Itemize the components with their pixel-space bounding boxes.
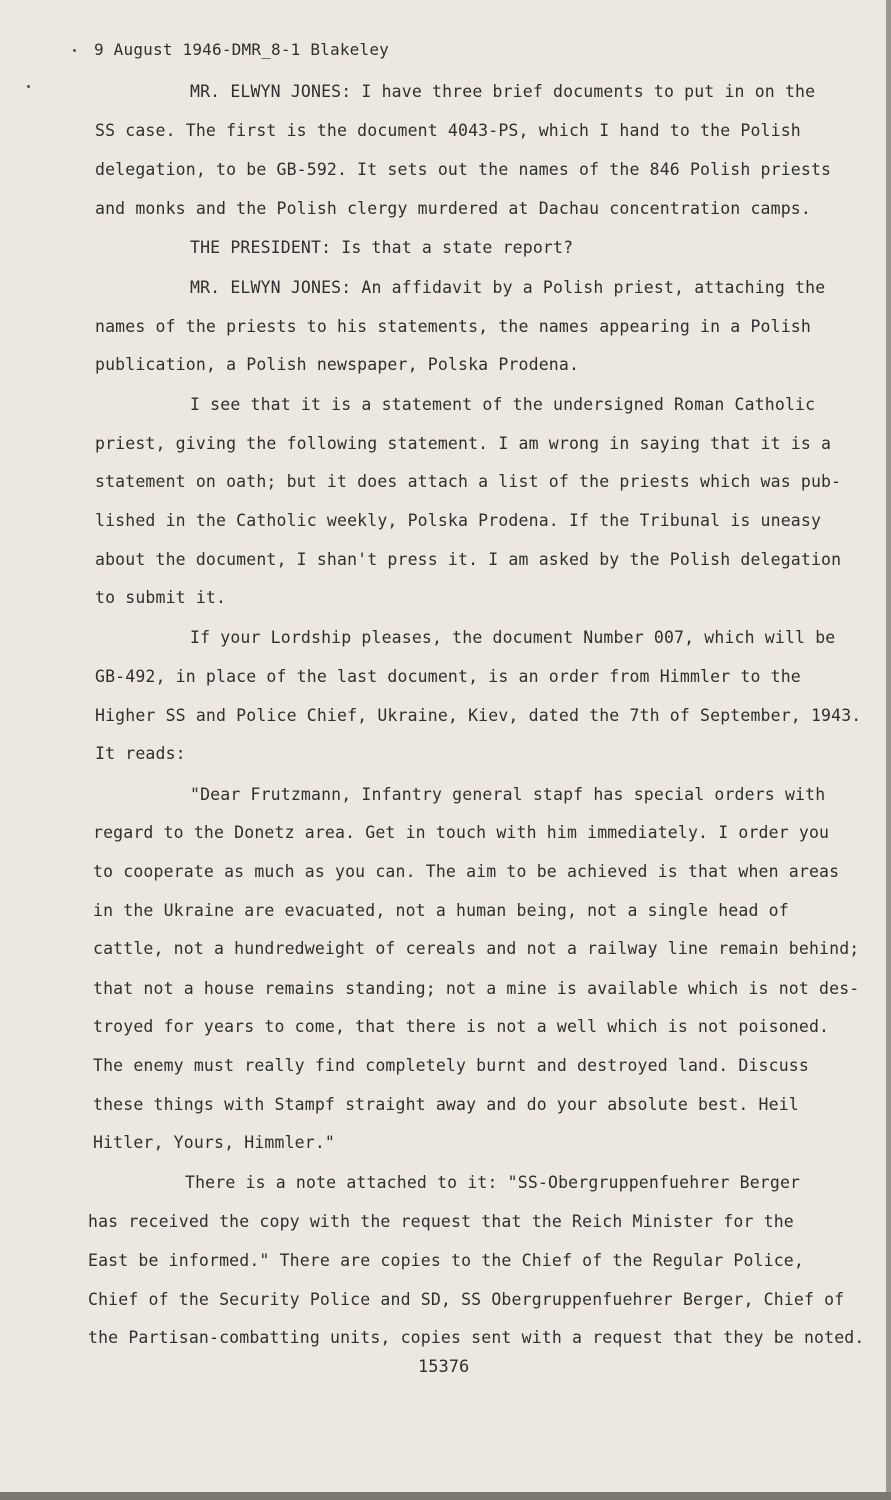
text-line: regard to the Donetz area. Get in touch with him immediately. I order you xyxy=(93,823,830,842)
text-line: SS case. The first is the document 4043-PS, which I hand to the Polish xyxy=(95,121,801,140)
document-header: 9 August 1946-DMR_8-1 Blakeley xyxy=(94,40,389,59)
text-line: has received the copy with the request that the Reich Minister for the xyxy=(88,1212,794,1231)
text-line: "Dear Frutzmann, Infantry general stapf has special orders with xyxy=(190,785,826,804)
text-line: It reads: xyxy=(95,744,186,763)
text-line: lished in the Catholic weekly, Polska Prodena. If the Tribunal is uneasy xyxy=(95,511,822,530)
page-number: 15376 xyxy=(418,1357,470,1377)
text-line: East be informed." There are copies to the Chief of the Regular Police, xyxy=(88,1251,804,1270)
text-line: in the Ukraine are evacuated, not a human being, not a single head of xyxy=(93,901,789,920)
page-bottom-edge xyxy=(0,1492,891,1500)
text-line: There is a note attached to it: "SS-Obergruppenfuehrer Berger xyxy=(185,1173,801,1192)
text-line: The enemy must really find completely burnt and destroyed land. Discuss xyxy=(93,1056,809,1075)
text-line: I see that it is a statement of the undersigned Roman Catholic xyxy=(190,395,816,414)
margin-mark xyxy=(73,49,76,52)
text-line: statement on oath; but it does attach a list of the priests which was pub- xyxy=(95,472,842,491)
text-line: cattle, not a hundredweight of cereals and not a railway line remain behind; xyxy=(93,939,860,958)
text-line: MR. ELWYN JONES: I have three brief documents to put in on the xyxy=(190,82,816,101)
margin-mark xyxy=(27,85,30,88)
text-line: Higher SS and Police Chief, Ukraine, Kiev, dated the 7th of September, 1943. xyxy=(95,706,862,725)
text-line: troyed for years to come, that there is not a well which is not poisoned. xyxy=(93,1017,830,1036)
text-line: that not a house remains standing; not a mine is available which is not des- xyxy=(93,979,860,998)
text-line: about the document, I shan't press it. I am asked by the Polish delegation xyxy=(95,550,842,569)
text-line: these things with Stampf straight away and do your absolute best. Heil xyxy=(93,1095,799,1114)
text-line: If your Lordship pleases, the document Number 007, which will be xyxy=(190,628,836,647)
text-line: Chief of the Security Police and SD, SS Obergruppenfuehrer Berger, Chief of xyxy=(88,1290,845,1309)
text-line: to cooperate as much as you can. The aim to be achieved is that when areas xyxy=(93,862,840,881)
text-line: publication, a Polish newspaper, Polska Prodena. xyxy=(95,355,580,374)
page-right-edge xyxy=(886,0,891,1500)
text-line: Hitler, Yours, Himmler." xyxy=(93,1133,336,1152)
text-line: THE PRESIDENT: Is that a state report? xyxy=(190,238,574,257)
text-line: GB-492, in place of the last document, is an order from Himmler to the xyxy=(95,667,801,686)
text-line: priest, giving the following statement. I am wrong in saying that it is a xyxy=(95,434,832,453)
text-line: names of the priests to his statements, the names appearing in a Polish xyxy=(95,317,811,336)
text-line: delegation, to be GB-592. It sets out the names of the 846 Polish priests xyxy=(95,160,832,179)
text-line: to submit it. xyxy=(95,588,227,607)
text-line: MR. ELWYN JONES: An affidavit by a Polish priest, attaching the xyxy=(190,278,826,297)
text-line: the Partisan-combatting units, copies sent with a request that they be noted. xyxy=(88,1328,865,1347)
text-line: and monks and the Polish clergy murdered at Dachau concentration camps. xyxy=(95,199,811,218)
